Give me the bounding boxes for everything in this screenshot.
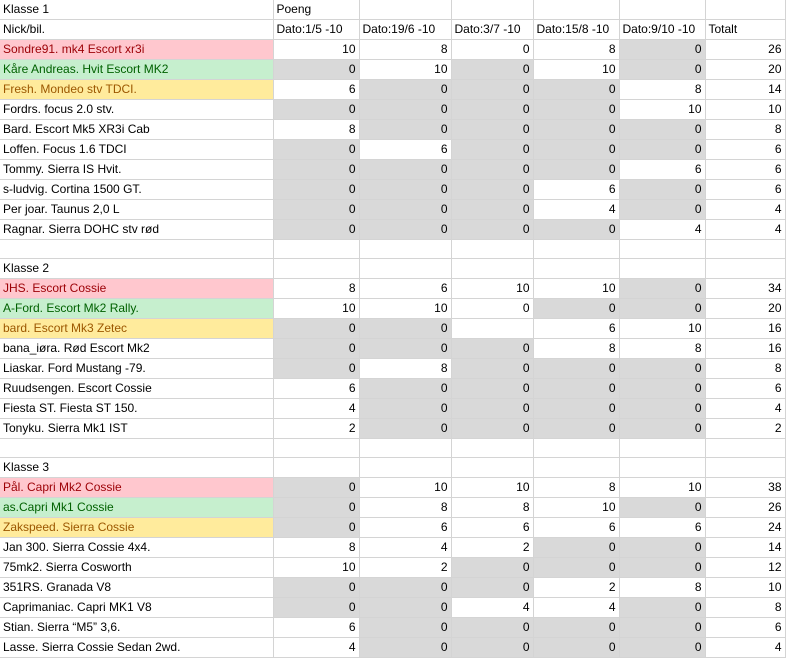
score-cell[interactable]: 0 — [451, 180, 533, 200]
participant-name-cell[interactable]: Per joar. Taunus 2,0 L — [0, 200, 273, 220]
poeng-label[interactable]: Poeng — [273, 0, 359, 20]
empty-cell[interactable] — [705, 240, 785, 259]
table-row — [0, 299, 785, 319]
table-row — [0, 60, 785, 80]
participant-name-cell[interactable]: bard. Escort Mk3 Zetec — [0, 319, 273, 339]
empty-cell[interactable] — [619, 458, 705, 478]
score-cell[interactable]: 0 — [273, 180, 359, 200]
score-cell[interactable]: 0 — [533, 160, 619, 180]
empty-cell[interactable] — [533, 0, 619, 20]
score-cell[interactable]: 0 — [273, 578, 359, 598]
class-title-row — [0, 458, 785, 478]
table-row — [0, 200, 785, 220]
score-cell[interactable]: 8 — [533, 339, 619, 359]
score-cell[interactable]: 2 — [273, 419, 359, 439]
score-cell[interactable]: 0 — [273, 598, 359, 618]
score-cell[interactable]: 10 — [359, 299, 451, 319]
score-cell[interactable]: 8 — [619, 339, 705, 359]
total-cell[interactable]: 24 — [705, 518, 785, 538]
total-cell[interactable]: 4 — [705, 200, 785, 220]
score-cell[interactable] — [451, 319, 533, 339]
empty-cell[interactable] — [451, 458, 533, 478]
participant-name-cell[interactable]: JHS. Escort Cossie — [0, 279, 273, 299]
participant-name-cell[interactable]: Stian. Sierra “M5” 3,6. — [0, 618, 273, 638]
score-cell[interactable]: 0 — [619, 140, 705, 160]
total-cell[interactable]: 16 — [705, 319, 785, 339]
table-row — [0, 379, 785, 399]
score-cell[interactable]: 10 — [451, 478, 533, 498]
score-cell[interactable]: 6 — [273, 618, 359, 638]
table-row — [0, 180, 785, 200]
score-cell[interactable]: 0 — [359, 319, 451, 339]
empty-cell[interactable] — [619, 240, 705, 259]
total-cell[interactable]: 8 — [705, 359, 785, 379]
score-cell[interactable]: 6 — [619, 518, 705, 538]
header-row — [0, 20, 785, 40]
participant-name-cell[interactable]: Lasse. Sierra Cossie Sedan 2wd. — [0, 638, 273, 658]
class-title[interactable]: Klasse 3 — [0, 458, 273, 478]
score-cell[interactable]: 0 — [533, 538, 619, 558]
score-cell[interactable]: 10 — [533, 279, 619, 299]
score-cell[interactable]: 6 — [619, 160, 705, 180]
total-cell[interactable]: 6 — [705, 618, 785, 638]
score-cell[interactable]: 0 — [533, 299, 619, 319]
score-cell[interactable]: 8 — [533, 40, 619, 60]
score-cell[interactable]: 0 — [359, 200, 451, 220]
score-cell[interactable]: 0 — [273, 60, 359, 80]
empty-cell[interactable] — [359, 439, 451, 458]
score-cell[interactable]: 0 — [451, 100, 533, 120]
score-cell[interactable]: 4 — [359, 538, 451, 558]
total-cell[interactable]: 6 — [705, 379, 785, 399]
total-cell[interactable]: 6 — [705, 160, 785, 180]
score-cell[interactable]: 0 — [359, 80, 451, 100]
score-cell[interactable]: 8 — [359, 40, 451, 60]
date-header[interactable]: Dato:9/10 -10 — [619, 20, 705, 40]
table-row — [0, 638, 785, 658]
date-header[interactable]: Dato:19/6 -10 — [359, 20, 451, 40]
participant-name-cell[interactable]: Sondre91. mk4 Escort xr3i — [0, 40, 273, 60]
total-cell[interactable]: 12 — [705, 558, 785, 578]
participant-name-cell[interactable]: Tonyku. Sierra Mk1 IST — [0, 419, 273, 439]
score-cell[interactable]: 0 — [273, 498, 359, 518]
score-cell[interactable]: 0 — [533, 120, 619, 140]
score-cell[interactable]: 0 — [533, 140, 619, 160]
table-row — [0, 339, 785, 359]
total-cell[interactable]: 10 — [705, 100, 785, 120]
participant-name-cell[interactable]: Ruudsengen. Escort Cossie — [0, 379, 273, 399]
score-cell[interactable]: 0 — [273, 200, 359, 220]
score-cell[interactable]: 0 — [619, 279, 705, 299]
empty-cell[interactable] — [273, 458, 359, 478]
empty-cell[interactable] — [705, 439, 785, 458]
score-cell[interactable]: 2 — [451, 538, 533, 558]
score-cell[interactable]: 0 — [451, 379, 533, 399]
table-row — [0, 279, 785, 299]
participant-name-cell[interactable]: s-ludvig. Cortina 1500 GT. — [0, 180, 273, 200]
score-cell[interactable]: 6 — [533, 518, 619, 538]
score-cell[interactable]: 0 — [451, 399, 533, 419]
table-row — [0, 478, 785, 498]
empty-cell[interactable] — [273, 439, 359, 458]
score-cell[interactable]: 0 — [533, 100, 619, 120]
total-cell[interactable]: 6 — [705, 180, 785, 200]
table-row — [0, 160, 785, 180]
empty-cell[interactable] — [359, 240, 451, 259]
score-cell[interactable]: 4 — [273, 638, 359, 658]
nick-header[interactable]: Nick/bil. — [0, 20, 273, 40]
score-cell[interactable]: 0 — [451, 40, 533, 60]
participant-name-cell[interactable]: A-Ford. Escort Mk2 Rally. — [0, 299, 273, 319]
empty-cell[interactable] — [359, 458, 451, 478]
empty-cell[interactable] — [533, 458, 619, 478]
score-cell[interactable]: 2 — [533, 578, 619, 598]
total-cell[interactable]: 38 — [705, 478, 785, 498]
table-row — [0, 538, 785, 558]
score-cell[interactable]: 6 — [359, 279, 451, 299]
empty-cell[interactable] — [451, 439, 533, 458]
score-cell[interactable]: 10 — [451, 279, 533, 299]
table-row — [0, 518, 785, 538]
table-row — [0, 498, 785, 518]
total-cell[interactable]: 14 — [705, 538, 785, 558]
score-cell[interactable]: 6 — [359, 518, 451, 538]
score-cell[interactable]: 0 — [273, 100, 359, 120]
score-cell[interactable]: 0 — [533, 558, 619, 578]
empty-cell[interactable] — [273, 259, 359, 279]
score-cell[interactable]: 8 — [273, 538, 359, 558]
blank-row — [0, 439, 785, 458]
score-cell[interactable]: 0 — [451, 618, 533, 638]
table-row — [0, 578, 785, 598]
score-cell[interactable]: 0 — [533, 80, 619, 100]
score-cell[interactable]: 8 — [359, 498, 451, 518]
empty-cell[interactable] — [533, 259, 619, 279]
score-cell[interactable]: 4 — [533, 200, 619, 220]
score-cell[interactable]: 0 — [619, 538, 705, 558]
score-cell[interactable]: 10 — [273, 558, 359, 578]
score-cell[interactable]: 6 — [533, 319, 619, 339]
score-cell[interactable]: 0 — [619, 120, 705, 140]
score-cell[interactable]: 0 — [533, 419, 619, 439]
score-cell[interactable]: 0 — [273, 220, 359, 240]
score-cell[interactable]: 0 — [359, 379, 451, 399]
participant-name-cell[interactable]: Pål. Capri Mk2 Cossie — [0, 478, 273, 498]
participant-name-cell[interactable]: Liaskar. Ford Mustang -79. — [0, 359, 273, 379]
total-cell[interactable]: 4 — [705, 399, 785, 419]
table-row — [0, 558, 785, 578]
score-cell[interactable]: 0 — [619, 498, 705, 518]
score-cell[interactable]: 0 — [451, 359, 533, 379]
score-cell[interactable]: 0 — [359, 399, 451, 419]
participant-name-cell[interactable]: Kåre Andreas. Hvit Escort MK2 — [0, 60, 273, 80]
score-cell[interactable]: 10 — [359, 60, 451, 80]
score-cell[interactable]: 4 — [451, 598, 533, 618]
table-row — [0, 220, 785, 240]
score-cell[interactable]: 6 — [533, 180, 619, 200]
score-cell[interactable]: 0 — [619, 379, 705, 399]
empty-cell[interactable] — [705, 259, 785, 279]
score-cell[interactable]: 0 — [359, 598, 451, 618]
empty-cell[interactable] — [451, 259, 533, 279]
empty-cell[interactable] — [619, 259, 705, 279]
score-cell[interactable]: 10 — [533, 60, 619, 80]
table-row — [0, 40, 785, 60]
table-row — [0, 618, 785, 638]
score-cell[interactable]: 4 — [533, 598, 619, 618]
class-title[interactable]: Klasse 2 — [0, 259, 273, 279]
score-cell[interactable]: 0 — [273, 478, 359, 498]
score-cell[interactable]: 6 — [359, 140, 451, 160]
score-cell[interactable]: 0 — [359, 618, 451, 638]
participant-name-cell[interactable]: Loffen. Focus 1.6 TDCI — [0, 140, 273, 160]
score-cell[interactable]: 10 — [273, 40, 359, 60]
score-cell[interactable]: 0 — [451, 200, 533, 220]
table-row — [0, 120, 785, 140]
score-cell[interactable]: 8 — [533, 478, 619, 498]
participant-name-cell[interactable]: Tommy. Sierra IS Hvit. — [0, 160, 273, 180]
score-cell[interactable]: 0 — [619, 598, 705, 618]
score-cell[interactable]: 0 — [273, 359, 359, 379]
total-cell[interactable]: 8 — [705, 120, 785, 140]
participant-name-cell[interactable]: bana_iøra. Rød Escort Mk2 — [0, 339, 273, 359]
empty-cell[interactable] — [451, 240, 533, 259]
table-row — [0, 100, 785, 120]
score-cell[interactable]: 0 — [359, 160, 451, 180]
total-cell[interactable]: 4 — [705, 638, 785, 658]
total-cell[interactable]: 8 — [705, 598, 785, 618]
score-cell[interactable]: 0 — [451, 140, 533, 160]
participant-name-cell[interactable]: 351RS. Granada V8 — [0, 578, 273, 598]
score-cell[interactable]: 0 — [619, 359, 705, 379]
total-cell[interactable]: 6 — [705, 140, 785, 160]
score-cell[interactable]: 0 — [619, 180, 705, 200]
table-row — [0, 359, 785, 379]
score-cell[interactable]: 10 — [273, 299, 359, 319]
score-cell[interactable]: 0 — [273, 140, 359, 160]
participant-name-cell[interactable]: Ragnar. Sierra DOHC stv rød — [0, 220, 273, 240]
score-cell[interactable]: 0 — [359, 638, 451, 658]
score-cell[interactable]: 0 — [451, 160, 533, 180]
score-cell[interactable]: 0 — [619, 638, 705, 658]
empty-cell[interactable] — [0, 439, 273, 458]
title-row — [0, 0, 785, 20]
empty-cell[interactable] — [705, 458, 785, 478]
score-cell[interactable]: 0 — [619, 60, 705, 80]
score-cell[interactable]: 0 — [451, 120, 533, 140]
score-cell[interactable]: 0 — [359, 220, 451, 240]
table-row — [0, 419, 785, 439]
score-cell[interactable]: 8 — [619, 80, 705, 100]
score-cell[interactable]: 10 — [619, 478, 705, 498]
table-row — [0, 140, 785, 160]
score-cell[interactable]: 0 — [619, 299, 705, 319]
table-row — [0, 319, 785, 339]
participant-name-cell[interactable]: as.Capri Mk1 Cossie — [0, 498, 273, 518]
total-cell[interactable]: 34 — [705, 279, 785, 299]
score-cell[interactable]: 6 — [451, 518, 533, 538]
participant-name-cell[interactable]: Fiesta ST. Fiesta ST 150. — [0, 399, 273, 419]
empty-cell[interactable] — [273, 240, 359, 259]
total-cell[interactable]: 14 — [705, 80, 785, 100]
score-cell[interactable]: 4 — [273, 399, 359, 419]
score-cell[interactable]: 6 — [273, 80, 359, 100]
total-cell[interactable]: 20 — [705, 299, 785, 319]
score-cell[interactable]: 0 — [451, 578, 533, 598]
score-cell[interactable]: 10 — [533, 498, 619, 518]
score-cell[interactable]: 0 — [273, 518, 359, 538]
total-cell[interactable]: 2 — [705, 419, 785, 439]
score-cell[interactable]: 0 — [619, 200, 705, 220]
score-cell[interactable]: 0 — [619, 399, 705, 419]
score-cell[interactable]: 0 — [359, 419, 451, 439]
score-cell[interactable]: 4 — [619, 220, 705, 240]
empty-cell[interactable] — [619, 439, 705, 458]
table-row — [0, 399, 785, 419]
score-cell[interactable]: 0 — [533, 220, 619, 240]
empty-cell[interactable] — [451, 0, 533, 20]
total-cell[interactable]: 20 — [705, 60, 785, 80]
date-header[interactable]: Dato:3/7 -10 — [451, 20, 533, 40]
score-cell[interactable]: 0 — [533, 379, 619, 399]
score-cell[interactable]: 0 — [451, 339, 533, 359]
score-cell[interactable]: 8 — [619, 578, 705, 598]
score-cell[interactable]: 0 — [273, 339, 359, 359]
empty-cell[interactable] — [619, 0, 705, 20]
total-cell[interactable]: 10 — [705, 578, 785, 598]
score-cell[interactable]: 0 — [359, 100, 451, 120]
empty-cell[interactable] — [533, 439, 619, 458]
score-cell[interactable]: 0 — [359, 339, 451, 359]
score-cell[interactable]: 0 — [533, 638, 619, 658]
score-cell[interactable]: 8 — [273, 120, 359, 140]
class-title[interactable]: Klasse 1 — [0, 0, 273, 20]
participant-name-cell[interactable]: Bard. Escort Mk5 XR3i Cab — [0, 120, 273, 140]
score-cell[interactable]: 0 — [451, 60, 533, 80]
score-cell[interactable]: 0 — [451, 638, 533, 658]
score-cell[interactable]: 8 — [451, 498, 533, 518]
score-cell[interactable]: 6 — [273, 379, 359, 399]
score-cell[interactable]: 8 — [359, 359, 451, 379]
participant-name-cell[interactable]: Fordrs. focus 2.0 stv. — [0, 100, 273, 120]
score-cell[interactable]: 0 — [619, 618, 705, 638]
score-cell[interactable]: 2 — [359, 558, 451, 578]
total-header[interactable]: Totalt — [705, 20, 785, 40]
participant-name-cell[interactable]: Caprimaniac. Capri MK1 V8 — [0, 598, 273, 618]
empty-cell[interactable] — [533, 240, 619, 259]
total-cell[interactable]: 4 — [705, 220, 785, 240]
score-cell[interactable]: 10 — [619, 100, 705, 120]
table-row — [0, 598, 785, 618]
score-cell[interactable]: 0 — [451, 80, 533, 100]
date-header[interactable]: Dato:1/5 -10 — [273, 20, 359, 40]
score-cell[interactable]: 8 — [273, 279, 359, 299]
empty-cell[interactable] — [359, 259, 451, 279]
score-cell[interactable]: 0 — [619, 419, 705, 439]
empty-cell[interactable] — [0, 240, 273, 259]
score-cell[interactable]: 0 — [273, 160, 359, 180]
score-cell[interactable]: 10 — [619, 319, 705, 339]
score-cell[interactable]: 0 — [359, 180, 451, 200]
score-cell[interactable]: 0 — [619, 558, 705, 578]
empty-cell[interactable] — [359, 0, 451, 20]
score-cell[interactable]: 0 — [451, 299, 533, 319]
total-cell[interactable]: 16 — [705, 339, 785, 359]
table-row — [0, 80, 785, 100]
participant-name-cell[interactable]: Fresh. Mondeo stv TDCI. — [0, 80, 273, 100]
empty-cell[interactable] — [705, 0, 785, 20]
score-cell[interactable]: 0 — [273, 319, 359, 339]
score-cell[interactable]: 0 — [451, 220, 533, 240]
class-title-row — [0, 259, 785, 279]
score-cell[interactable]: 0 — [533, 359, 619, 379]
participant-name-cell[interactable]: Zakspeed. Sierra Cossie — [0, 518, 273, 538]
blank-row — [0, 240, 785, 259]
score-cell[interactable]: 0 — [359, 578, 451, 598]
participant-name-cell[interactable]: Jan 300. Sierra Cossie 4x4. — [0, 538, 273, 558]
participant-name-cell[interactable]: 75mk2. Sierra Cosworth — [0, 558, 273, 578]
score-cell[interactable]: 0 — [451, 558, 533, 578]
score-cell[interactable]: 0 — [533, 399, 619, 419]
score-cell[interactable]: 0 — [533, 618, 619, 638]
score-cell[interactable]: 0 — [451, 419, 533, 439]
score-cell[interactable]: 0 — [359, 120, 451, 140]
total-cell[interactable]: 26 — [705, 498, 785, 518]
score-cell[interactable]: 10 — [359, 478, 451, 498]
score-cell[interactable]: 0 — [619, 40, 705, 60]
date-header[interactable]: Dato:15/8 -10 — [533, 20, 619, 40]
total-cell[interactable]: 26 — [705, 40, 785, 60]
